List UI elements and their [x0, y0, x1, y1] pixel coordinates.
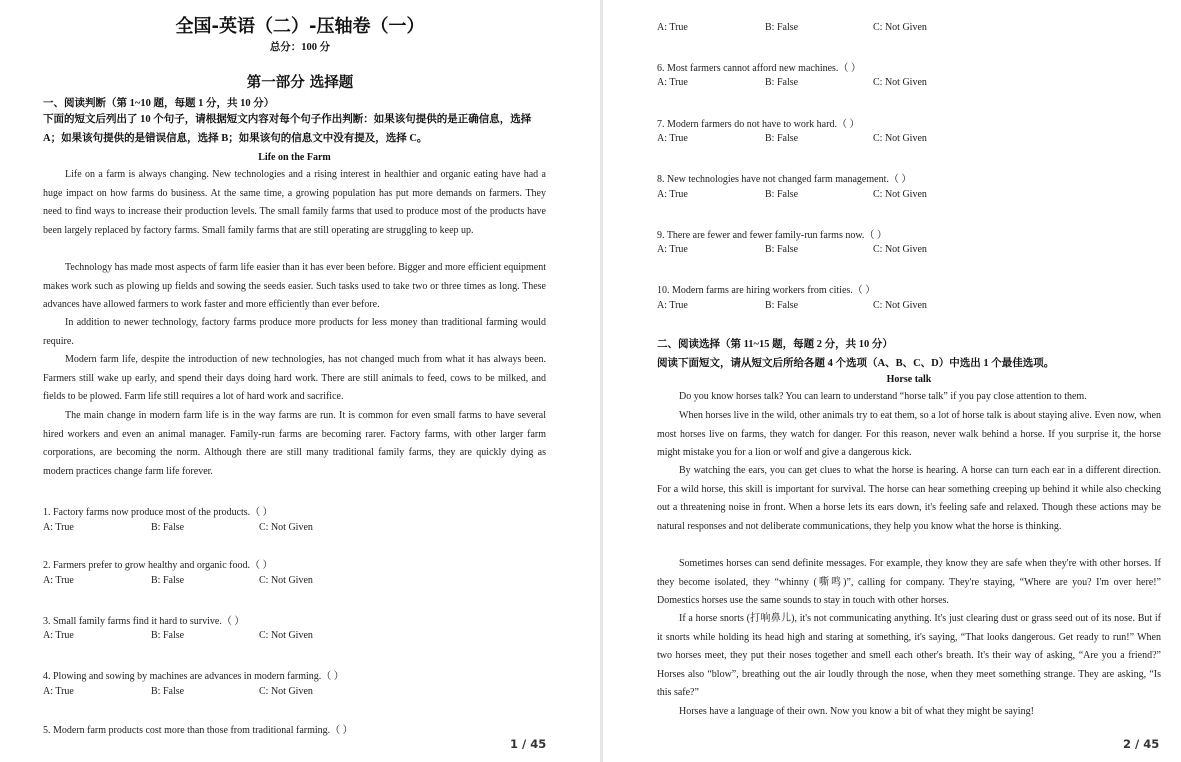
question-3: 3. Small family farms find it hard to survive.（ ） — [43, 616, 245, 627]
option-a[interactable]: A: True — [657, 133, 688, 144]
option-a[interactable]: A: True — [43, 686, 74, 697]
page-number: 2 / 45 — [1123, 737, 1160, 751]
passage-2-paragraph: Sometimes horses can send definite messages. For example, they know they are safe when they're with other horses. If they become isolated, they “whinny (嘶鸣)”, calling for company. They're staying, “Where are you? I'm over here!” Domestics horses use the same sounds to stay in touch with other horses. — [657, 558, 1161, 606]
option-a[interactable]: A: True — [657, 189, 688, 200]
question-7: 7. Modern farmers do not have to work hard.（ ） — [657, 119, 860, 130]
option-b[interactable]: B: False — [765, 133, 799, 144]
question-6: 6. Most farmers cannot afford new machines.（ ） — [657, 63, 861, 74]
passage-1-paragraph: Life on a farm is always changing. New technologies and a rising interest in healthier and organic eating have had a huge impact on how farms do business. At the same time, a growing population has put more demands on farmers. They need to find ways to increase their production levels. The small family farms that used to produce most of the products have been largely replaced by factory farms. Small family farms that are still operating are struggling to keep up. — [43, 169, 546, 236]
section-2-heading: 二、阅读选择（第 11~15 题，每题 2 分，共 10 分） — [657, 339, 893, 350]
passage-2-paragraph: If a horse snorts (打响鼻儿), it's not communicating anything. It's just clearing dust or grass seed out of its nose. But if it snorts while holding its head high and staring at something, it's saying, “That looks dangerous. Get ready to run!” When two horses meet, they put their noses together and smell each other's breath. It's their way of asking, “Are you a friend?” Horses also “blow”, breathing out the air loudly through the nose, when they meet something strange. They are asking, “Is this safe?” — [657, 613, 1161, 698]
passage-2-paragraph: Horses have a language of their own. Now you know a bit of what they might be saying! — [679, 706, 1034, 717]
option-c[interactable]: C: Not Given — [873, 300, 927, 311]
passage-2-paragraph: When horses live in the wild, other animals try to eat them, so a lot of horse talk is about staying alive. Even now, when most horses live on farms, they watch for danger. For this reason, never walk behind a horse. If you surprise it, the horse might mistake you for a lion or wolf and give a dangerous kick. — [657, 410, 1161, 458]
page-2 — [603, 0, 1181, 762]
option-a[interactable]: A: True — [657, 77, 688, 88]
option-b[interactable]: B: False — [151, 522, 185, 533]
question-1: 1. Factory farms now produce most of the products.（ ） — [43, 507, 273, 518]
option-c[interactable]: C: Not Given — [259, 630, 313, 641]
option-a[interactable]: A: True — [657, 300, 688, 311]
passage-1-paragraph: Modern farm life, despite the introduction of new technologies, has not changed much from what it has always been. Farmers still wake up early, and spend their days doing hard work. There are still animals to feed, cows to be milked, and fields to be plowed. Farm life still requires a lot of hard work and sacrifice. — [43, 354, 546, 402]
passage-2-paragraph: By watching the ears, you can get clues to what the horse is hearing. A horse can turn each ear in a different direction. For a wild horse, this skill is important for survival. The horse can hear something creeping up behind it while also checking out a threatening noise in front. When a horse lets its ears down, it's feeling safe and relaxed. Though these actions may be natural responses and not deliberate communications, they help you know what the horse is thinking. — [657, 465, 1161, 532]
option-a[interactable]: A: True — [43, 630, 74, 641]
part-title: 第一部分 选择题 — [246, 75, 354, 91]
section-1-instruction: 下面的短文后列出了 10 个句子，请根据短文内容对每个句子作出判断：如果该句提供的是正确信息，选择 A；如果该句提供的是错误信息，选择 B；如果该句的信息文中没有提及，选择 C。 — [43, 114, 532, 144]
passage-1-paragraph: Technology has made most aspects of farm life easier than it has ever been before. Bigger and more efficient equipment makes work such as plowing up fields and sowing the seeds easier. Such tasks used to take two or three times as long. These advances have allowed farmers to work faster and more efficiently than ever before. — [43, 262, 546, 310]
option-b[interactable]: B: False — [765, 77, 799, 88]
option-a[interactable]: A: True — [657, 244, 688, 255]
passage-2-paragraph: Do you know horses talk? You can learn to understand “horse talk” if you pay close attention to them. — [679, 391, 1087, 402]
option-c[interactable]: C: Not Given — [873, 244, 927, 255]
total-score: 总分：100 分 — [269, 42, 331, 53]
question-8: 8. New technologies have not changed farm management.（ ） — [657, 174, 912, 185]
document-title: 全国-英语（二）-压轴卷（一） — [175, 16, 425, 37]
option-c[interactable]: C: Not Given — [873, 133, 927, 144]
option-c[interactable]: C: Not Given — [873, 189, 927, 200]
section-2-instruction: 阅读下面短文，请从短文后所给各题 4 个选项（A、B、C、D）中选出 1 个最佳选项。 — [657, 358, 1055, 369]
section-1-heading: 一、阅读判断（第 1~10 题，每题 1 分，共 10 分） — [43, 98, 275, 109]
option-a[interactable]: A: True — [657, 22, 688, 33]
option-b[interactable]: B: False — [765, 189, 799, 200]
option-b[interactable]: B: False — [765, 300, 799, 311]
option-b[interactable]: B: False — [151, 575, 185, 586]
option-b[interactable]: B: False — [151, 686, 185, 697]
passage-2-title: Horse talk — [886, 374, 932, 385]
option-b[interactable]: B: False — [765, 244, 799, 255]
option-c[interactable]: C: Not Given — [259, 575, 313, 586]
question-10: 10. Modern farms are hiring workers from cities.（ ） — [657, 285, 876, 296]
option-c[interactable]: C: Not Given — [259, 686, 313, 697]
option-c[interactable]: C: Not Given — [259, 522, 313, 533]
option-a[interactable]: A: True — [43, 575, 74, 586]
passage-1-title: Life on the Farm — [258, 152, 331, 163]
question-5: 5. Modern farm products cost more than those from traditional farming.（ ） — [43, 725, 353, 736]
passage-1-paragraph: The main change in modern farm life is in the way farms are run. It is common for even small farms to have several hired workers and even an animal manager. Family-run farms are becoming rarer. Factory farms, with other larger farm corporations, are becoming the norm. Although there are still many traditional family farms, they are quickly dying as modern practices change farm life forever. — [43, 410, 546, 477]
question-4: 4. Plowing and sowing by machines are advances in modern farming.（ ） — [43, 671, 344, 682]
passage-1-paragraph: In addition to newer technology, factory farms produce more products for less money than traditional farming would require. — [43, 317, 546, 347]
question-9: 9. There are fewer and fewer family-run farms now.（ ） — [657, 230, 887, 241]
option-b[interactable]: B: False — [151, 630, 185, 641]
option-c[interactable]: C: Not Given — [873, 77, 927, 88]
option-c[interactable]: C: Not Given — [873, 22, 927, 33]
page-number: 1 / 45 — [510, 737, 547, 751]
option-a[interactable]: A: True — [43, 522, 74, 533]
question-2: 2. Farmers prefer to grow healthy and organic food.（ ） — [43, 560, 273, 571]
option-b[interactable]: B: False — [765, 22, 799, 33]
